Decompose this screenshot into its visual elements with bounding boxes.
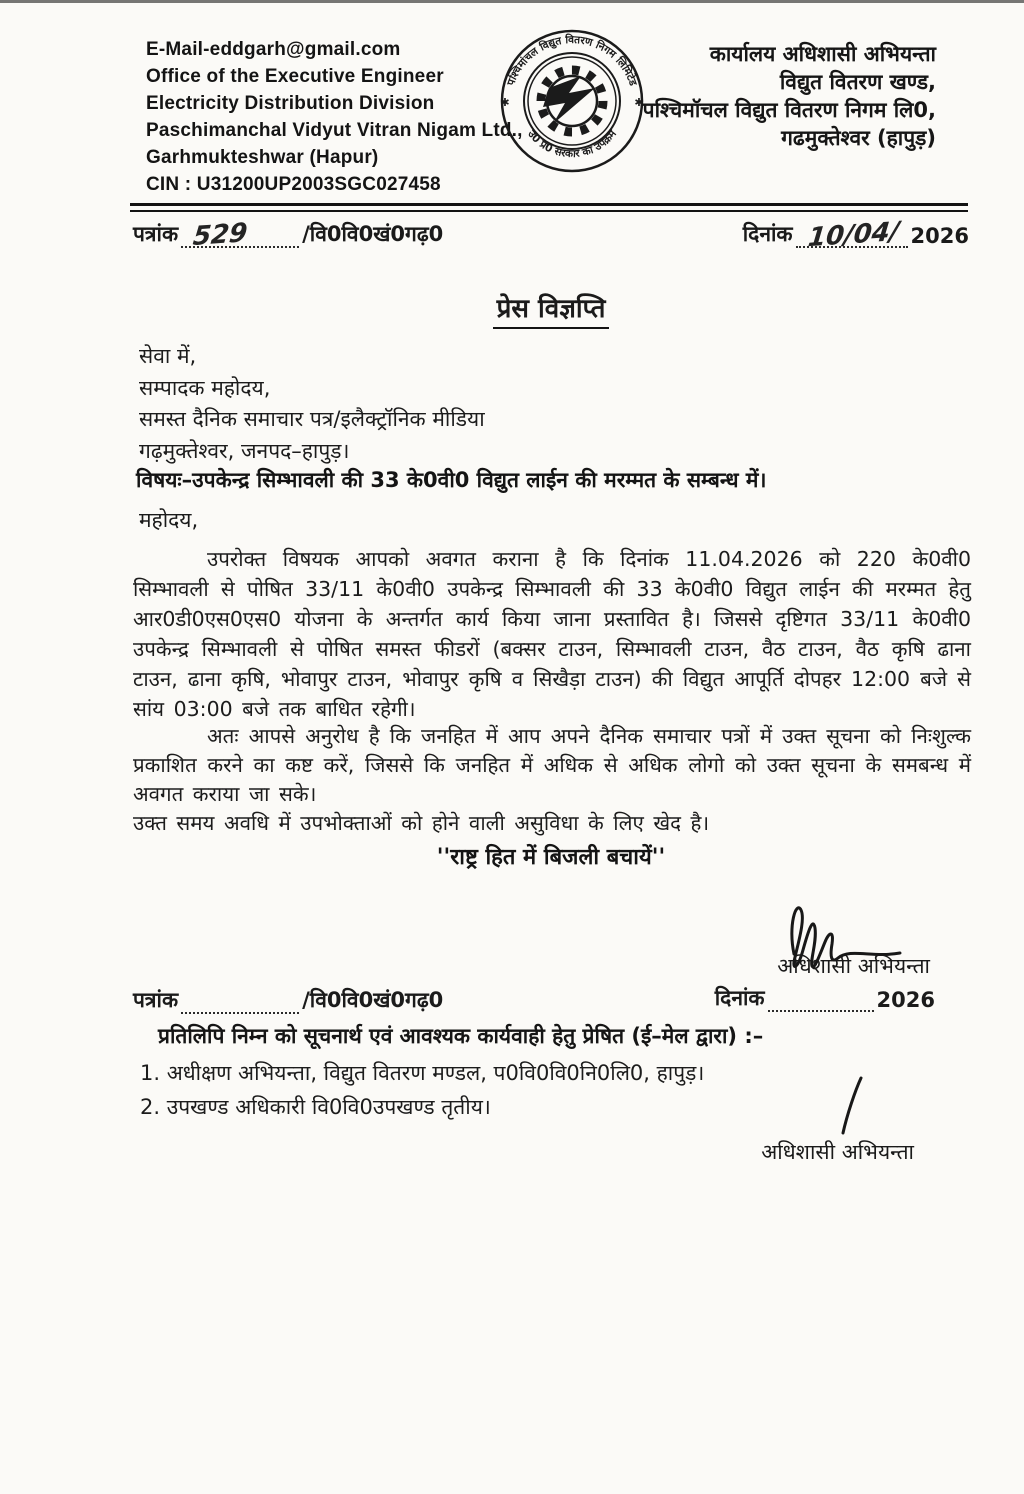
letter-number-dotted-line-2: [181, 992, 299, 1014]
executive-engineer-designation-1: अधिशासी अभियन्ता: [777, 954, 930, 978]
copy-to-heading: प्रतिलिपि निम्न को सूचनार्थ एवं आवश्यक कार्यवाही हेतु प्रेषित (ई–मेल द्वारा) :–: [158, 1024, 764, 1048]
office-header-english: [146, 36, 523, 198]
letter-date-label: दिनांक: [742, 222, 793, 246]
press-release-title: प्रेस विज्ञप्ति: [493, 294, 610, 329]
letter-body-paragraph-1: उपरोक्त विषयक आपको अवगत कराना है कि दिनांक 11.04.2026 को 220 के0वी0 सिम्भावली से पोषित 33/11 के0वी0 उपकेन्द्र सिम्भावली की 33 के0वी0 विद्युत लाईन की मरम्मत हेतु आर0डी0एस0एस0 योजना के अन्तर्गत कार्य किया जाना प्रस्तावित है। जिससे दृष्टिगत 33/11 के0वी0 उपकेन्द्र सिम्भावली से पोषित समस्त फीडरों (बक्सर टाउन, सिम्भावली टाउन, वैठ टाउन, वैठ कृषि ढाना टाउन, ढाना कृषि, भोवापुर टाउन, भोवापुर कृषि व सिखैड़ा टाउन) की विद्युत आपूर्ति दोपहर 12:00 बजे से सांय 03:00 बजे तक बाधित रहेगी।: [133, 547, 971, 721]
letter-body-block-2: [133, 722, 971, 838]
salutation: महोदय,: [139, 508, 199, 532]
letter-date-dotted-line: [796, 216, 908, 254]
letter-number-handwritten: 529: [191, 217, 249, 253]
slogan-line: ''राष्ट्र हित में बिजली बचायें'': [436, 845, 666, 870]
executive-engineer-designation-2: अधिशासी अभियन्ता: [761, 1140, 914, 1164]
header-division-line: Electricity Distribution Division: [146, 93, 435, 114]
seal-ring-text-bottom: उ0 प्र0 सरकार का उपक्रम: [525, 128, 619, 161]
header-company-line: Paschimanchal Vidyut Vitran Nigam Ltd.,: [146, 120, 523, 141]
handwritten-slash-mark-icon: [833, 1075, 867, 1137]
reference-row-top: [133, 216, 969, 254]
header-place-line: Garhmukteshwar (Hapur): [146, 147, 379, 168]
header-email: E-Mail-eddgarh@gmail.com: [146, 39, 401, 60]
letter-number-suffix: /वि0वि0खं0गढ़0: [302, 222, 444, 246]
seal-star-left-icon: ✱: [500, 96, 510, 109]
letter-date-year: 2026: [910, 224, 969, 248]
letter-date-dotted-line-2: [768, 990, 874, 1012]
office-header-hindi: [643, 40, 936, 152]
letter-number-dotted-line: [181, 217, 299, 253]
header-khand-hindi: विद्युत वितरण खण्ड,: [779, 70, 936, 94]
seal-star-right-icon: ✱: [634, 96, 644, 109]
address-line-seva: सेवा में,: [139, 344, 197, 368]
seal-ring-text-top: पश्चिमांचल विद्युत वितरण निगम लिमिटेड: [505, 33, 639, 88]
gear-lightning-icon: [497, 26, 647, 176]
recipient-address: [139, 341, 485, 467]
address-line-media: समस्त दैनिक समाचार पत्र/इलैक्ट्रॉनिक मीडिया: [139, 407, 485, 431]
header-office-line: Office of the Executive Engineer: [146, 66, 444, 87]
header-divider-rule: [130, 203, 968, 212]
copy-to-list: [140, 1056, 704, 1124]
copy-item-2: 2. उपखण्ड अधिकारी वि0वि0उपखण्ड तृतीय।: [140, 1095, 491, 1119]
copy-item-1: 1. अधीक्षण अभियन्ता, विद्युत वितरण मण्डल, प0वि0वि0नि0लि0, हापुड़।: [140, 1061, 705, 1085]
letter-number-suffix-2: /वि0वि0खं0गढ़0: [302, 988, 444, 1012]
letter-body-paragraph-2: अतः आपसे अनुरोध है कि जनहित में आप अपने दैनिक समाचार पत्रों में उक्त सूचना को निःशुल्क प्रकाशित करने का कष्ट करें, जिससे कि जनहित में अधिक से अधिक लोगो को उक्त सूचना के समबन्ध में अवगत कराया जा सके।: [133, 724, 971, 806]
pvvnl-seal-logo: [497, 26, 647, 176]
title-row: [133, 289, 969, 325]
reference-row-bottom-right: [715, 984, 935, 1012]
header-cin-line: CIN : U31200UP2003SGC027458: [146, 174, 441, 195]
letter-number-label-2: पत्रांक: [133, 988, 179, 1012]
header-office-hindi: कार्यालय अधिशासी अभियन्ता: [709, 42, 936, 66]
address-line-place: गढ़मुक्तेश्वर, जनपद–हापुड़।: [139, 438, 350, 463]
letter-body-paragraph-3: उक्त समय अवधि में उपभोक्ताओं को होने वाली असुविधा के लिए खेद है।: [133, 811, 710, 835]
letter-date-group: [742, 216, 969, 254]
header-place-hindi: गढमुक्तेश्वर (हापुड़): [781, 126, 936, 150]
letter-date-year-2: 2026: [876, 988, 935, 1012]
letter-number-group: [133, 217, 444, 253]
letter-date-label-2: दिनांक: [714, 986, 765, 1010]
letter-date-handwritten: 10/04/: [806, 216, 901, 254]
address-line-editor: सम्पादक महोदय,: [139, 375, 271, 400]
letter-number-label: पत्रांक: [133, 222, 179, 246]
header-company-hindi: पश्चिमॉचल विद्युत वितरण निगम लि0,: [642, 98, 936, 122]
reference-row-bottom-left: [133, 986, 443, 1014]
scan-artifact-top-line: [0, 0, 1024, 3]
subject-line: विषयः–उपकेन्द्र सिम्भावली की 33 के0वी0 विद्युत लाईन की मरम्मत के सम्बन्ध में।: [136, 468, 767, 492]
